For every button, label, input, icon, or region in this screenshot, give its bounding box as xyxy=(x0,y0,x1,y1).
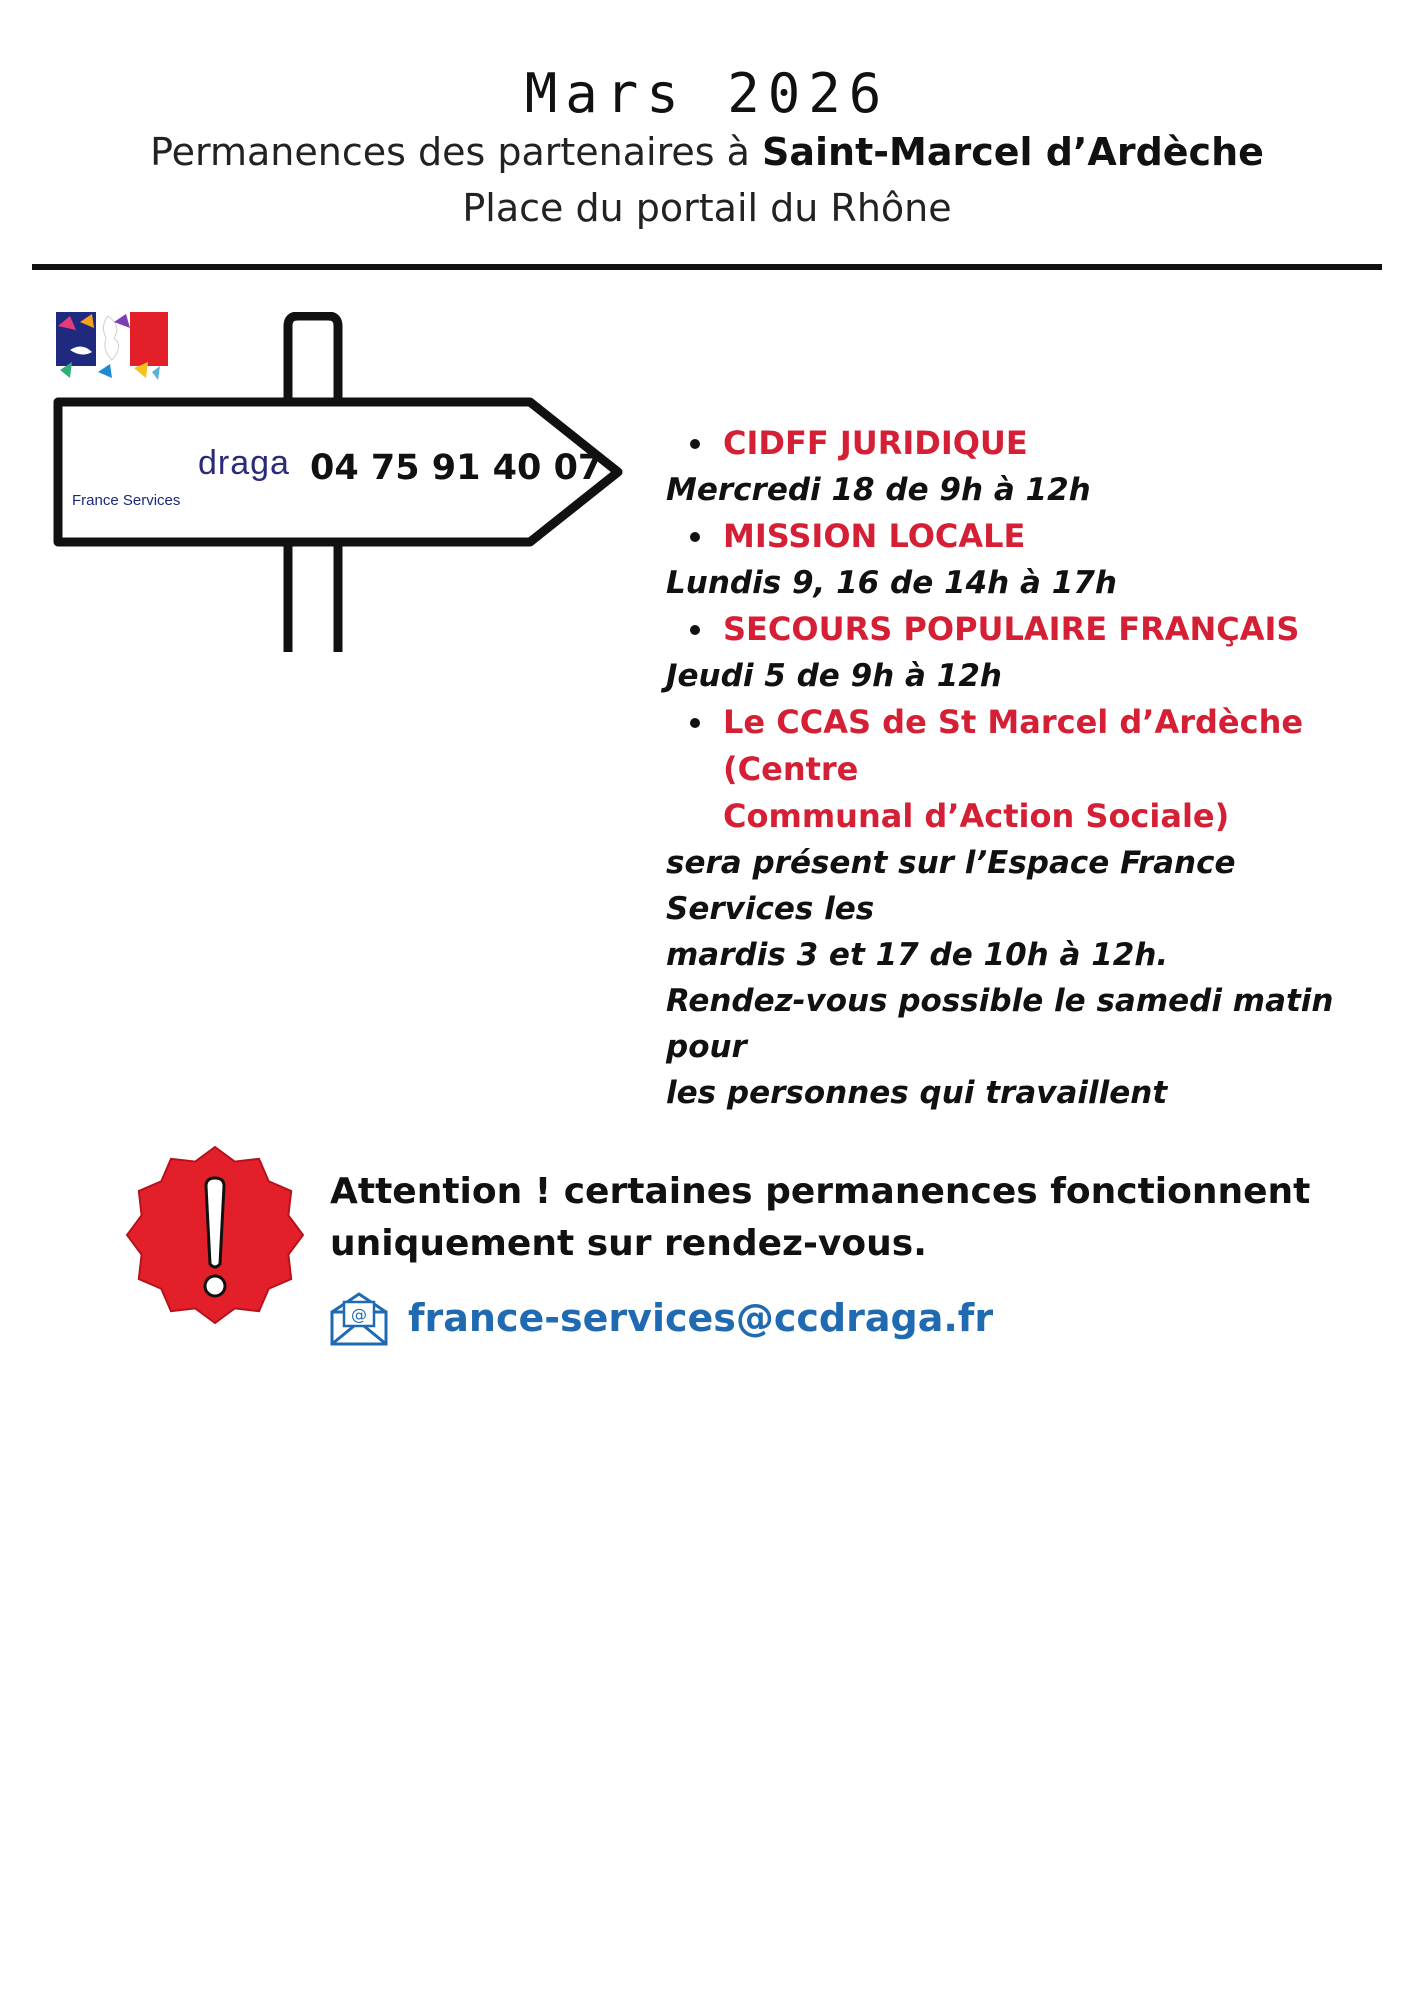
partner-schedule: Lundis 9, 16 de 14h à 17h xyxy=(666,565,1117,601)
page-subtitle xyxy=(0,130,1414,174)
permanences-list xyxy=(666,420,1386,1116)
partner-schedule: mardis 3 et 17 de 10h à 12h. xyxy=(666,937,1169,973)
partner-schedule: sera présent sur l’Espace France Services les xyxy=(666,845,1236,927)
alert-line: Attention ! certaines permanences fonctionnent xyxy=(330,1171,1311,1212)
signpost xyxy=(52,312,632,662)
list-item xyxy=(666,699,1386,1116)
header-divider xyxy=(32,264,1382,270)
alert-line: uniquement sur rendez-vous. xyxy=(330,1223,927,1264)
partner-name: CIDFF JURIDIQUE xyxy=(666,420,1386,467)
subtitle-town: Saint-Marcel d’Ardèche xyxy=(762,130,1264,174)
page-title: Mars 2026 xyxy=(524,62,890,125)
partner-schedule: les personnes qui travaillent xyxy=(666,1075,1168,1111)
svg-text:@: @ xyxy=(351,1305,367,1324)
draga-logo-icon xyxy=(52,312,162,384)
contact-email[interactable]: france-services@ccdraga.fr xyxy=(408,1296,994,1340)
phone-number: 04 75 91 40 07 xyxy=(310,448,603,488)
partner-name: SECOURS POPULAIRE FRANÇAIS xyxy=(666,606,1386,653)
partner-schedule: Jeudi 5 de 9h à 12h xyxy=(666,658,1002,694)
email-envelope-icon xyxy=(330,1290,388,1346)
page-place: Place du portail du Rhône xyxy=(462,186,952,230)
partner-schedule: Mercredi 18 de 9h à 12h xyxy=(666,472,1091,508)
partner-name-line: Le CCAS de St Marcel d’Ardèche (Centre xyxy=(723,703,1304,788)
list-item xyxy=(666,606,1386,699)
france-services-logo-label: France Services xyxy=(72,492,181,509)
partner-name xyxy=(666,699,1386,840)
partner-schedule: Rendez-vous possible le samedi matin pour xyxy=(666,983,1334,1065)
partner-name-line: Communal d’Action Sociale) xyxy=(723,797,1230,835)
exclamation-badge-icon xyxy=(124,1146,306,1324)
alert-message xyxy=(330,1166,1330,1270)
draga-logo-label: draga xyxy=(198,444,290,482)
list-item xyxy=(666,513,1386,606)
partner-name: MISSION LOCALE xyxy=(666,513,1386,560)
list-item xyxy=(666,420,1386,513)
subtitle-prefix: Permanences des partenaires à xyxy=(150,130,763,174)
